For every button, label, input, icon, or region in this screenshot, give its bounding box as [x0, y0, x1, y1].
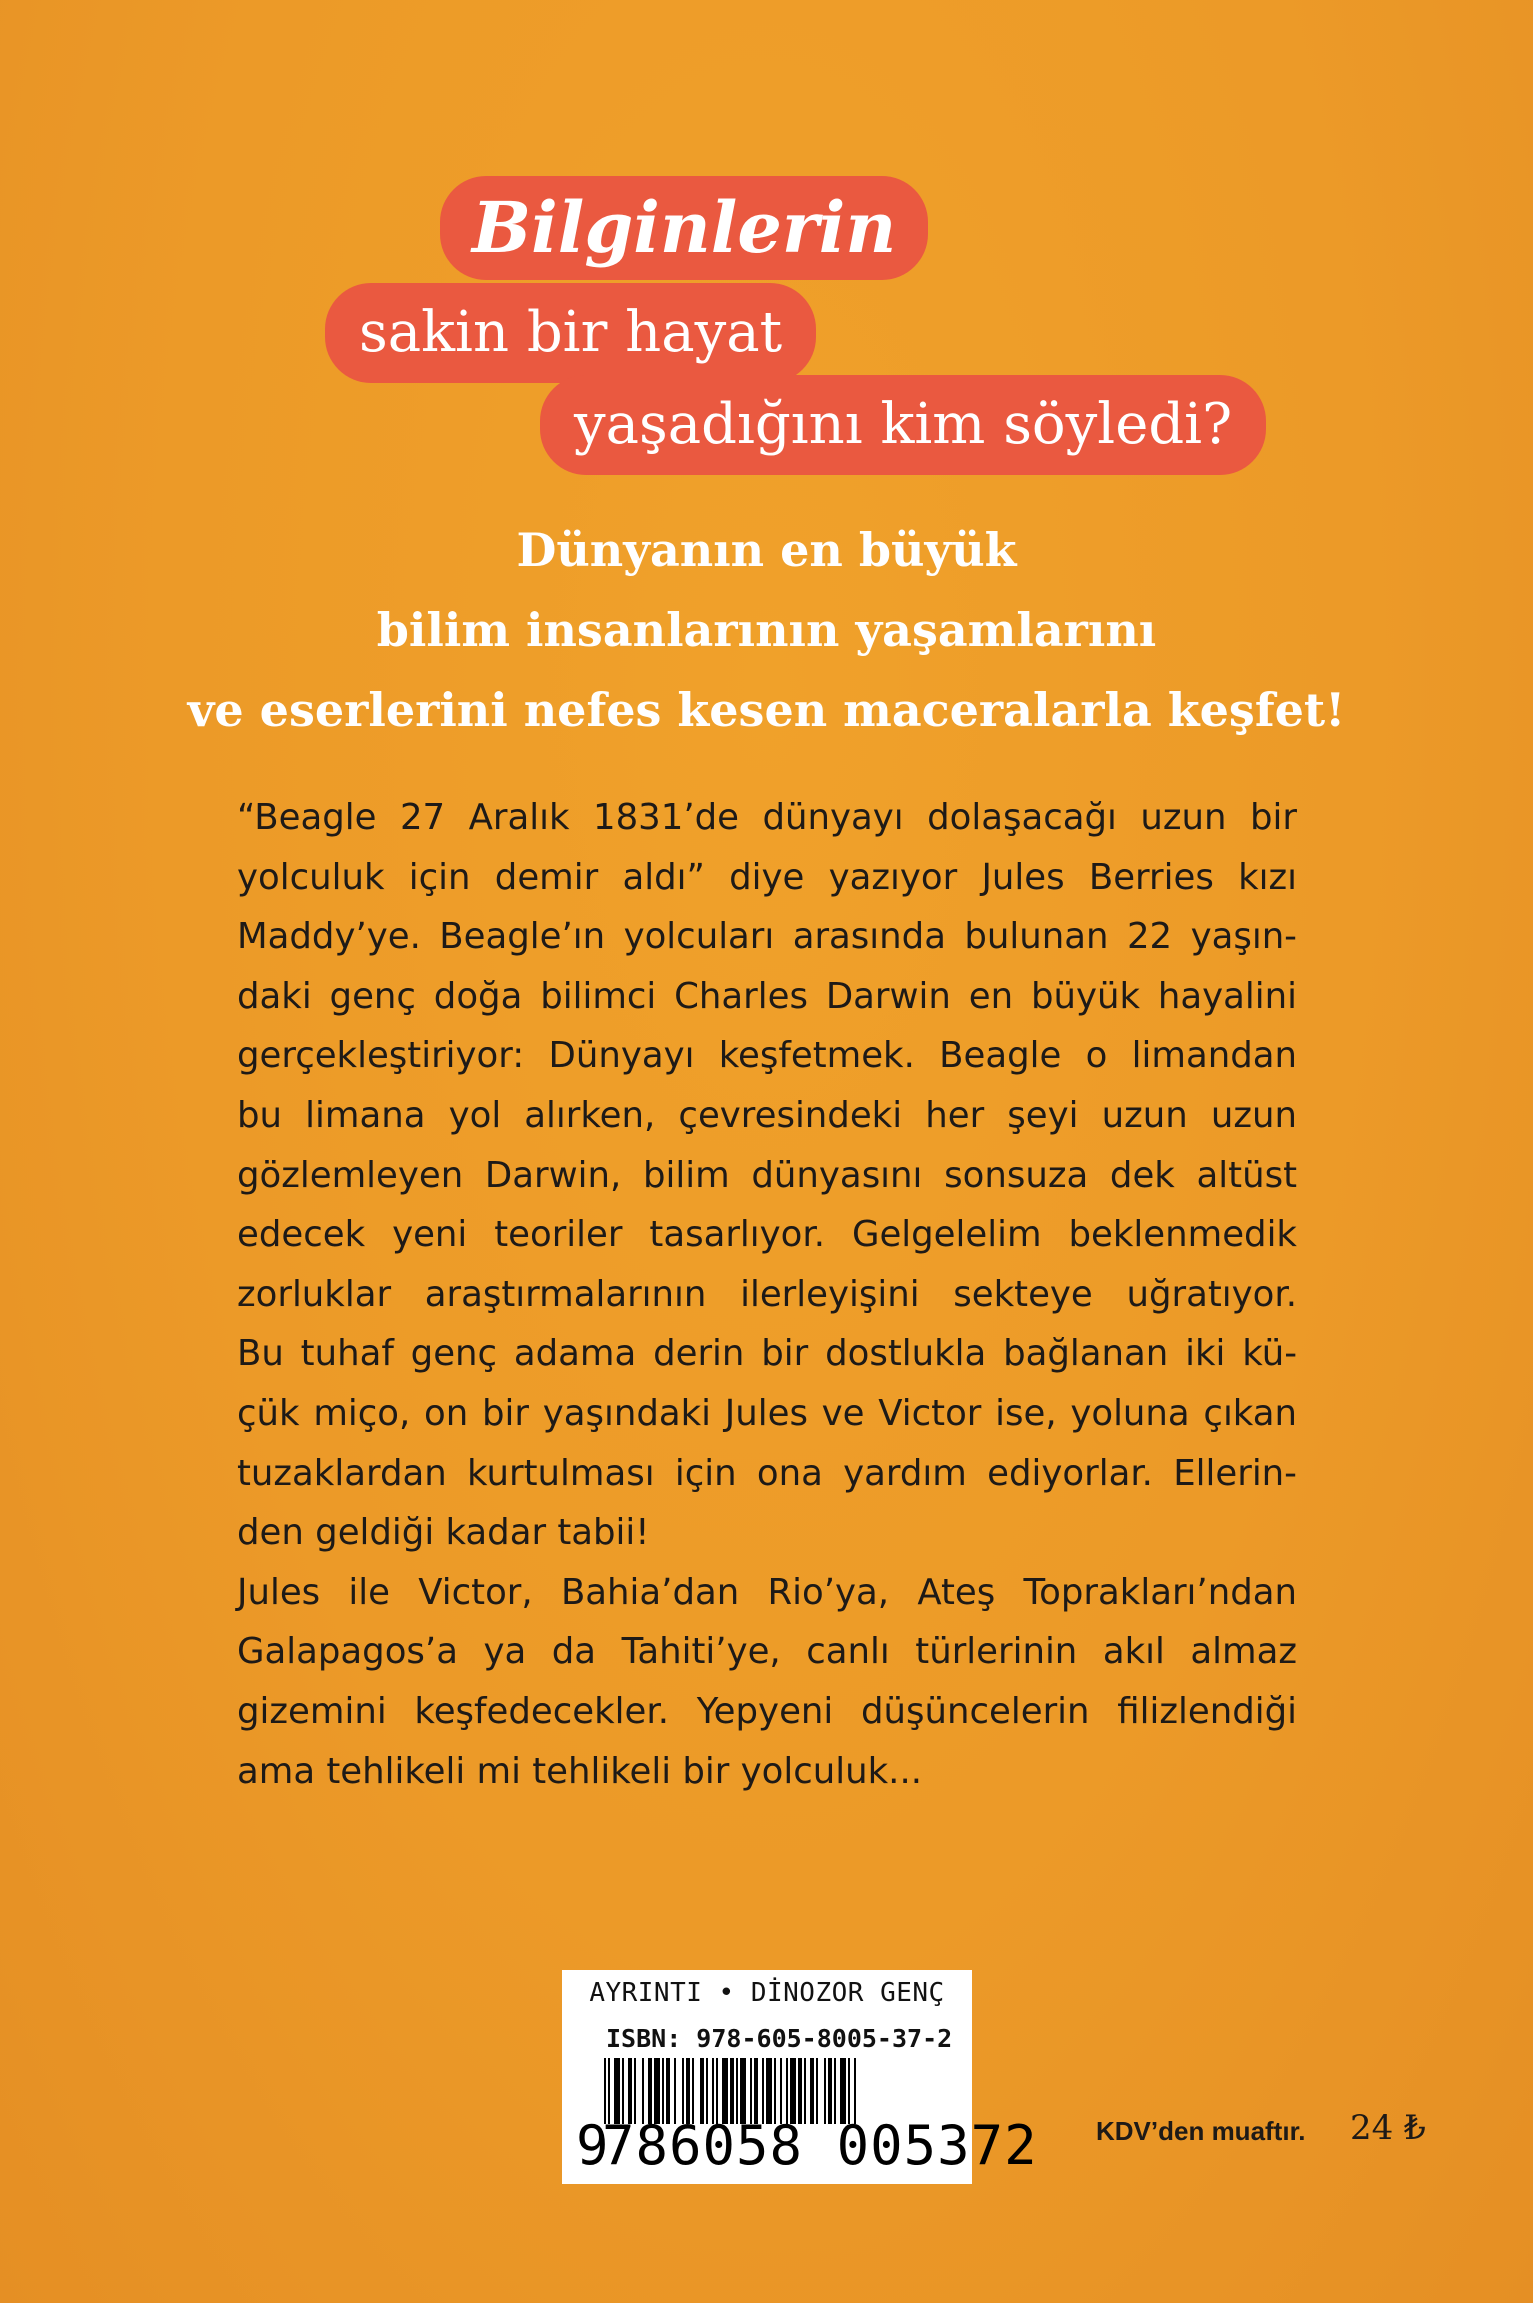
- blurb-text: [237, 788, 1297, 1801]
- vat-note: KDV’den muaftır.: [1096, 2116, 1306, 2146]
- blurb-line: Galapagos’a ya da Tahiti’ye, canlı türlerinin akıl almaz: [237, 1631, 1297, 1673]
- blurb-line: gerçekleştiriyor: Dünyayı keşfetmek. Beagle o limandan: [237, 1035, 1297, 1077]
- headline-pill-3: [540, 375, 1266, 475]
- blurb-line: yolculuk için demir aldı” diye yazıyor Jules Berries kızı: [237, 856, 1297, 898]
- headline-line-1: Bilginlerin: [472, 186, 897, 269]
- blurb-line: edecek yeni teoriler tasarlıyor. Gelgelelim beklenmedik: [237, 1214, 1297, 1256]
- blurb-line: daki genç doğa bilimci Charles Darwin en büyük hayalini: [237, 975, 1297, 1017]
- blurb-line: Maddy’ye. Beagle’ın yolcuları arasında bulunan 22 yaşın-: [237, 916, 1297, 958]
- barcode-label: [562, 1970, 1038, 2184]
- isbn-text: ISBN: 978-605-8005-37-2: [606, 2024, 953, 2053]
- blurb-line: den geldiği kadar tabii!: [237, 1512, 650, 1554]
- headline-line-2: sakin bir hayat: [359, 300, 783, 365]
- publisher-name: AYRINTI • DİNOZOR GENÇ: [589, 1978, 945, 2008]
- blurb-line: çük miço, on bir yaşındaki Jules ve Victor ise, yoluna çıkan: [237, 1392, 1297, 1434]
- blurb-line: tuzaklardan kurtulması için ona yardım ediyorlar. Ellerin-: [237, 1452, 1297, 1494]
- blurb-line: zorluklar araştırmalarının ilerleyişini sekteye uğratıyor.: [237, 1273, 1297, 1315]
- blurb-line: Jules ile Victor, Bahia’dan Rio’ya, Ateş Toprakları’ndan: [237, 1571, 1297, 1613]
- headline-line-3: yaşadığını kim söyledi?: [574, 392, 1233, 457]
- barcode-first-digit: 9: [576, 2114, 610, 2177]
- blurb-line: gözlemleyen Darwin, bilim dünyasını sonsuza dek altüst: [237, 1154, 1297, 1196]
- price: 24 ₺: [1350, 2108, 1426, 2148]
- barcode-digit-groups: 786058 005372: [602, 2114, 1038, 2177]
- blurb-line: bu limana yol alırken, çevresindeki her şeyi uzun uzun: [237, 1094, 1297, 1136]
- blurb-line: “Beagle 27 Aralık 1831’de dünyayı dolaşacağı uzun bir: [237, 797, 1297, 838]
- blurb-line: ama tehlikeli mi tehlikeli bir yolculuk...: [237, 1750, 923, 1792]
- subtitle-line: Dünyanın en büyük: [516, 523, 1017, 577]
- subtitle-line: bilim insanlarının yaşamlarını: [376, 603, 1157, 657]
- subtitle-line: ve eserlerini nefes kesen maceralarla keşfet!: [187, 683, 1346, 737]
- headline-pill-2: [325, 283, 816, 383]
- blurb-line: gizemini keşfedecekler. Yepyeni düşüncelerin filizlendiği: [237, 1690, 1297, 1732]
- blurb-line: Bu tuhaf genç adama derin bir dostlukla bağlanan iki kü-: [237, 1333, 1297, 1375]
- subtitle: [150, 510, 1383, 750]
- headline-pill-1: [440, 176, 928, 280]
